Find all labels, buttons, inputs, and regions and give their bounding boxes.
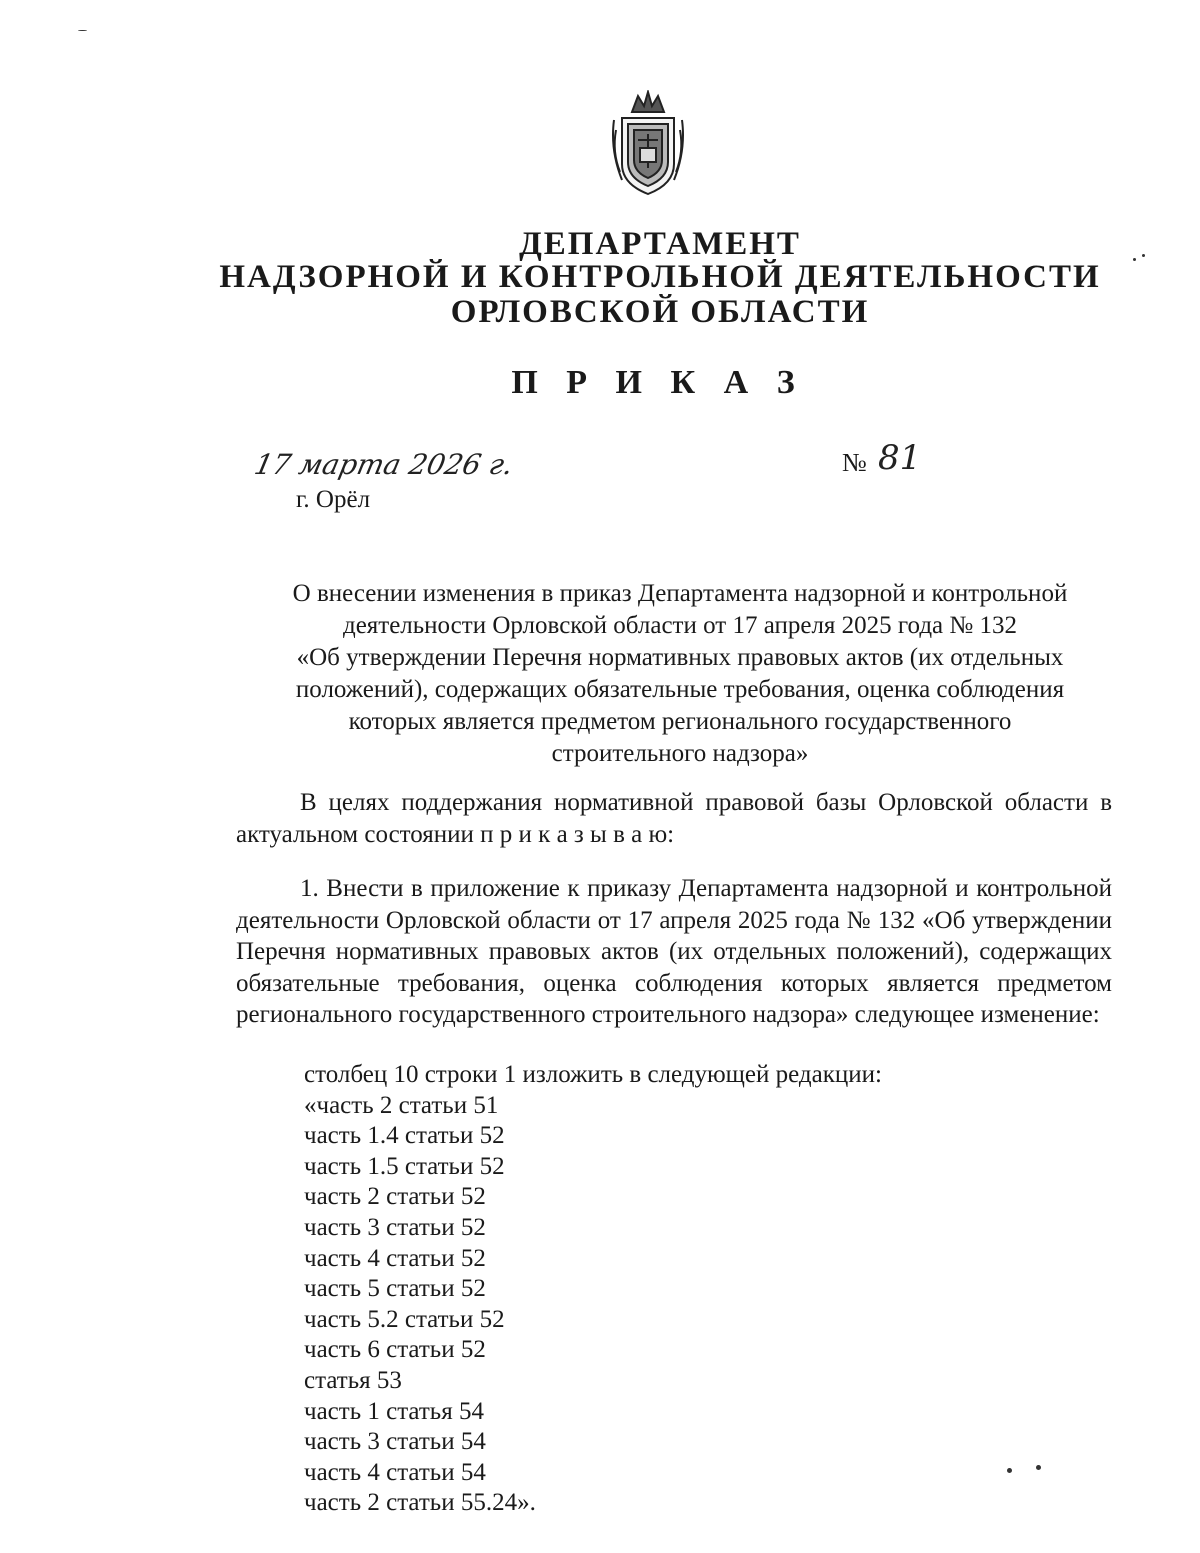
scan-speck [1133, 258, 1136, 261]
amendment-line: часть 6 статьи 52 [304, 1336, 486, 1364]
amendment-line: часть 5.2 статьи 52 [304, 1305, 505, 1333]
order-subject [240, 578, 1120, 770]
department-title-line-1: ДЕПАРТАМЕНТ [519, 226, 801, 262]
subject-line: положений), содержащих обязательные требования, оценка соблюдения [295, 676, 1065, 703]
scan-speck [1036, 1465, 1041, 1470]
intro-paragraph: В целях поддержания нормативной правовой базы Орловской области в актуальном состоянии п р и к а з ы в а ю: [236, 789, 1112, 848]
amendment-list [304, 1060, 882, 1519]
amendment-line: часть 1 статья 54 [304, 1397, 484, 1425]
subject-line: которых является предметом регионального государственного [348, 708, 1012, 735]
scan-speck [1142, 254, 1145, 257]
amendment-line: статья 53 [304, 1366, 402, 1394]
subject-line: строительного надзора» [551, 740, 809, 767]
amendment-line: часть 2 статьи 55.24». [304, 1489, 536, 1517]
amendment-line: часть 1.4 статьи 52 [304, 1122, 505, 1150]
amendment-line: часть 3 статьи 54 [304, 1428, 486, 1456]
amendment-line: часть 4 статьи 52 [304, 1244, 486, 1272]
amendment-line: часть 1.5 статьи 52 [304, 1152, 505, 1180]
scan-speck [78, 30, 87, 31]
item-1-paragraph: 1. Внести в приложение к приказу Департамента надзорной и контрольной деятельности Орловской области от 17 апреля 2025 года № 132 «Об утверждении Перечня нормативных правовых актов (их отдельных положений), содержащих обязательные требования, оценка соблюдения которых является предметом регионального государственного строительного надзора» следующее изменение: [236, 875, 1112, 1028]
subject-line: деятельности Орловской области от 17 апреля 2025 года № 132 [342, 612, 1018, 639]
amendment-line: «часть 2 статьи 51 [304, 1091, 499, 1119]
order-date: 17 марта 2026 г. [251, 448, 517, 481]
scan-speck [1007, 1468, 1012, 1473]
department-title-line-3: ОРЛОВСКОЙ ОБЛАСТИ [450, 294, 870, 330]
department-title-line-2: НАДЗОРНОЙ И КОНТРОЛЬНОЙ ДЕЯТЕЛЬНОСТИ [219, 259, 1101, 295]
subject-line: «Об утверждении Перечня нормативных правовых актов (их отдельных [296, 644, 1064, 671]
order-number-label: № [842, 448, 867, 477]
coat-of-arms-icon [608, 90, 688, 196]
amendment-line: часть 4 статьи 54 [304, 1458, 486, 1486]
amendment-line: часть 3 статьи 52 [304, 1213, 486, 1241]
amendment-line: часть 5 статьи 52 [304, 1275, 486, 1303]
order-title: П Р И К А З [511, 364, 805, 401]
order-number: 81 [878, 438, 922, 478]
subject-line: О внесении изменения в приказ Департамента надзорной и контрольной [292, 580, 1068, 607]
amendment-line: столбец 10 строки 1 изложить в следующей редакции: [304, 1061, 882, 1088]
city: г. Орёл [296, 486, 371, 513]
amendment-line: часть 2 статьи 52 [304, 1183, 486, 1211]
